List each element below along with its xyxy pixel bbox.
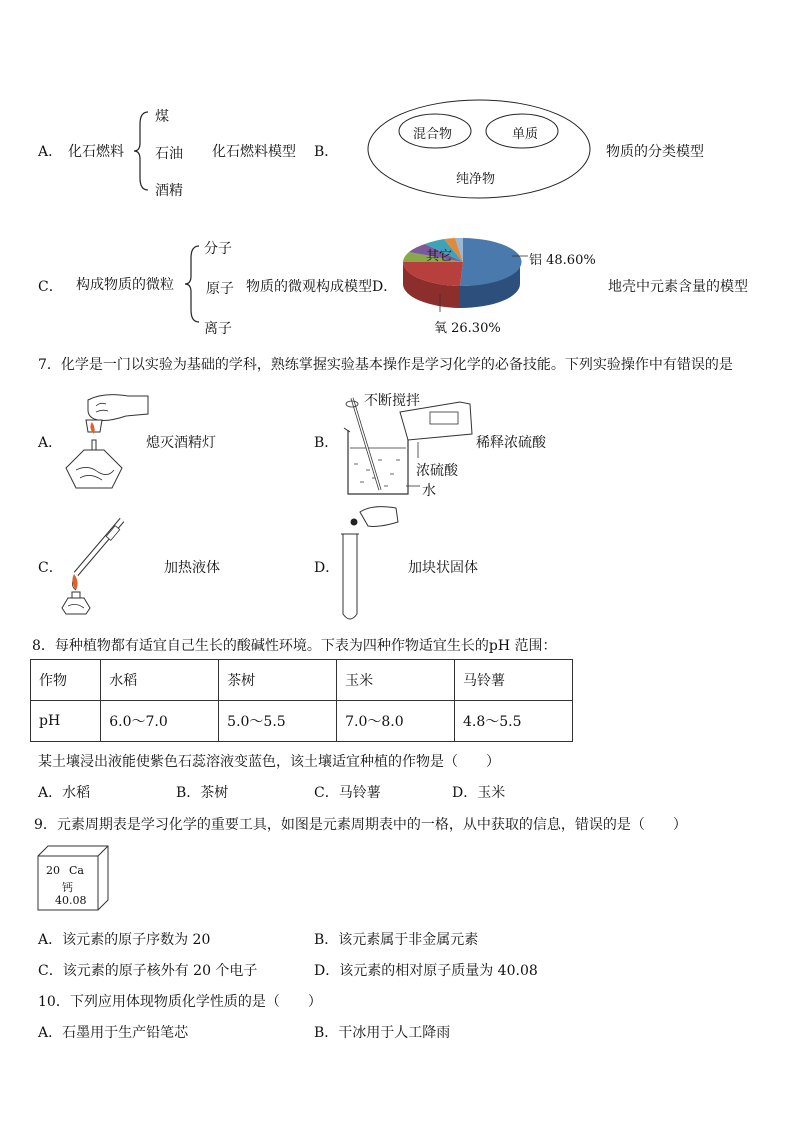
table-cell: pH bbox=[31, 701, 101, 742]
q7-b-acid-label: 浓硫酸 bbox=[416, 463, 458, 479]
q7-c-text: 加热液体 bbox=[164, 560, 220, 576]
periodic-cell-mass: 40.08 bbox=[55, 894, 87, 907]
table-header-cell: 茶树 bbox=[219, 660, 337, 701]
q7-stem: 7．化学是一门以实验为基础的学科，熟练掌握实验基本操作是学习化学的必备技能。下列实验操作中有错误的是 bbox=[38, 357, 733, 373]
q6-c-item-3: 离子 bbox=[204, 321, 232, 337]
periodic-cell-symbol: Ca bbox=[69, 864, 84, 877]
q9-option-b: B．该元素属于非金属元素 bbox=[314, 932, 479, 948]
periodic-cell-number: 20 bbox=[46, 864, 60, 877]
q7-c-label: C． bbox=[38, 560, 63, 576]
table-cell: 5.0～5.5 bbox=[219, 701, 337, 742]
q7-b-label: B． bbox=[314, 435, 339, 451]
q8-option-b: B．茶树 bbox=[176, 785, 229, 801]
q6-d-o-label: 氧 26.30% bbox=[434, 321, 501, 336]
q8-option-a: A．水稻 bbox=[38, 785, 91, 801]
q6-c-left: 构成物质的微粒 bbox=[76, 277, 174, 293]
q6-c-brace bbox=[183, 244, 203, 324]
q6-a-label: A． bbox=[38, 144, 63, 160]
table-header-cell: 水稻 bbox=[101, 660, 219, 701]
q6-b-label: B． bbox=[314, 144, 339, 160]
q6-c-model: 物质的微观构成模型 bbox=[246, 279, 372, 295]
q10-stem: 10．下列应用体现物质化学性质的是（ ） bbox=[38, 994, 322, 1010]
q6-b-element: 单质 bbox=[512, 127, 539, 142]
q7-a-label: A． bbox=[38, 435, 63, 451]
q7-c-heating-illustration bbox=[56, 516, 128, 616]
q7-a-lamp-illustration bbox=[58, 392, 150, 494]
q8-question: 某土壤浸出液能使紫色石蕊溶液变蓝色，该土壤适宜种植的作物是（ ） bbox=[38, 754, 500, 770]
q7-a-text: 熄灭酒精灯 bbox=[146, 435, 216, 451]
q7-d-label: D． bbox=[314, 560, 340, 576]
q6-d-pie-chart bbox=[400, 232, 530, 314]
q6-c-label: C． bbox=[38, 279, 63, 295]
q7-d-solid-illustration bbox=[338, 504, 400, 624]
q6-a-model: 化石燃料模型 bbox=[212, 144, 296, 160]
q6-b-mixture: 混合物 bbox=[413, 127, 453, 142]
q6-a-brace bbox=[132, 110, 152, 192]
q6-a-item-3: 酒精 bbox=[155, 183, 183, 199]
q7-b-text: 稀释浓硫酸 bbox=[476, 435, 546, 451]
q7-b-stir-label: 不断搅拌 bbox=[364, 393, 420, 409]
q10-option-a: A．石墨用于生产铅笔芯 bbox=[38, 1025, 189, 1041]
q9-option-a: A．该元素的原子序数为 20 bbox=[38, 932, 211, 948]
q6-d-al-label: 铝 48.60% bbox=[529, 253, 596, 268]
q7-b-water-label: 水 bbox=[422, 483, 436, 499]
q8-option-c: C．马铃薯 bbox=[314, 785, 381, 801]
table-header-cell: 马铃薯 bbox=[455, 660, 573, 701]
ph-table bbox=[30, 659, 573, 742]
q6-c-item-2: 原子 bbox=[206, 281, 234, 297]
q8-stem: 8．每种植物都有适宜自己生长的酸碱性环境。下表为四种作物适宜生长的pH 范围： bbox=[32, 638, 557, 654]
q6-a-left: 化石燃料 bbox=[68, 144, 124, 160]
q9-option-d: D．该元素的相对原子质量为 40.08 bbox=[314, 963, 538, 979]
table-row bbox=[31, 701, 573, 742]
periodic-cell-name: 钙 bbox=[62, 881, 73, 894]
q7-d-text: 加块状固体 bbox=[408, 560, 478, 576]
table-cell: 7.0～8.0 bbox=[337, 701, 455, 742]
q9-stem: 9．元素周期表是学习化学的重要工具，如图是元素周期表中的一格，从中获取的信息，错误的是（ ） bbox=[34, 817, 687, 833]
q8-option-d: D．玉米 bbox=[452, 785, 506, 801]
q6-a-item-1: 煤 bbox=[155, 109, 169, 125]
table-cell: 6.0～7.0 bbox=[101, 701, 219, 742]
table-header-cell: 作物 bbox=[31, 660, 101, 701]
table-header-cell: 玉米 bbox=[337, 660, 455, 701]
q6-d-model: 地壳中元素含量的模型 bbox=[608, 279, 748, 295]
table-cell: 4.8～5.5 bbox=[455, 701, 573, 742]
q6-a-item-2: 石油 bbox=[155, 146, 183, 162]
q6-c-item-1: 分子 bbox=[204, 241, 232, 257]
q6-b-model: 物质的分类模型 bbox=[606, 144, 704, 160]
q6-d-other-label: 其它 bbox=[426, 249, 453, 264]
q6-b-pure: 纯净物 bbox=[456, 172, 496, 187]
table-row bbox=[31, 660, 573, 701]
q10-option-b: B．干冰用于人工降雨 bbox=[314, 1025, 451, 1041]
q9-option-c: C．该元素的原子核外有 20 个电子 bbox=[38, 963, 258, 979]
q6-d-label: D． bbox=[372, 279, 398, 295]
